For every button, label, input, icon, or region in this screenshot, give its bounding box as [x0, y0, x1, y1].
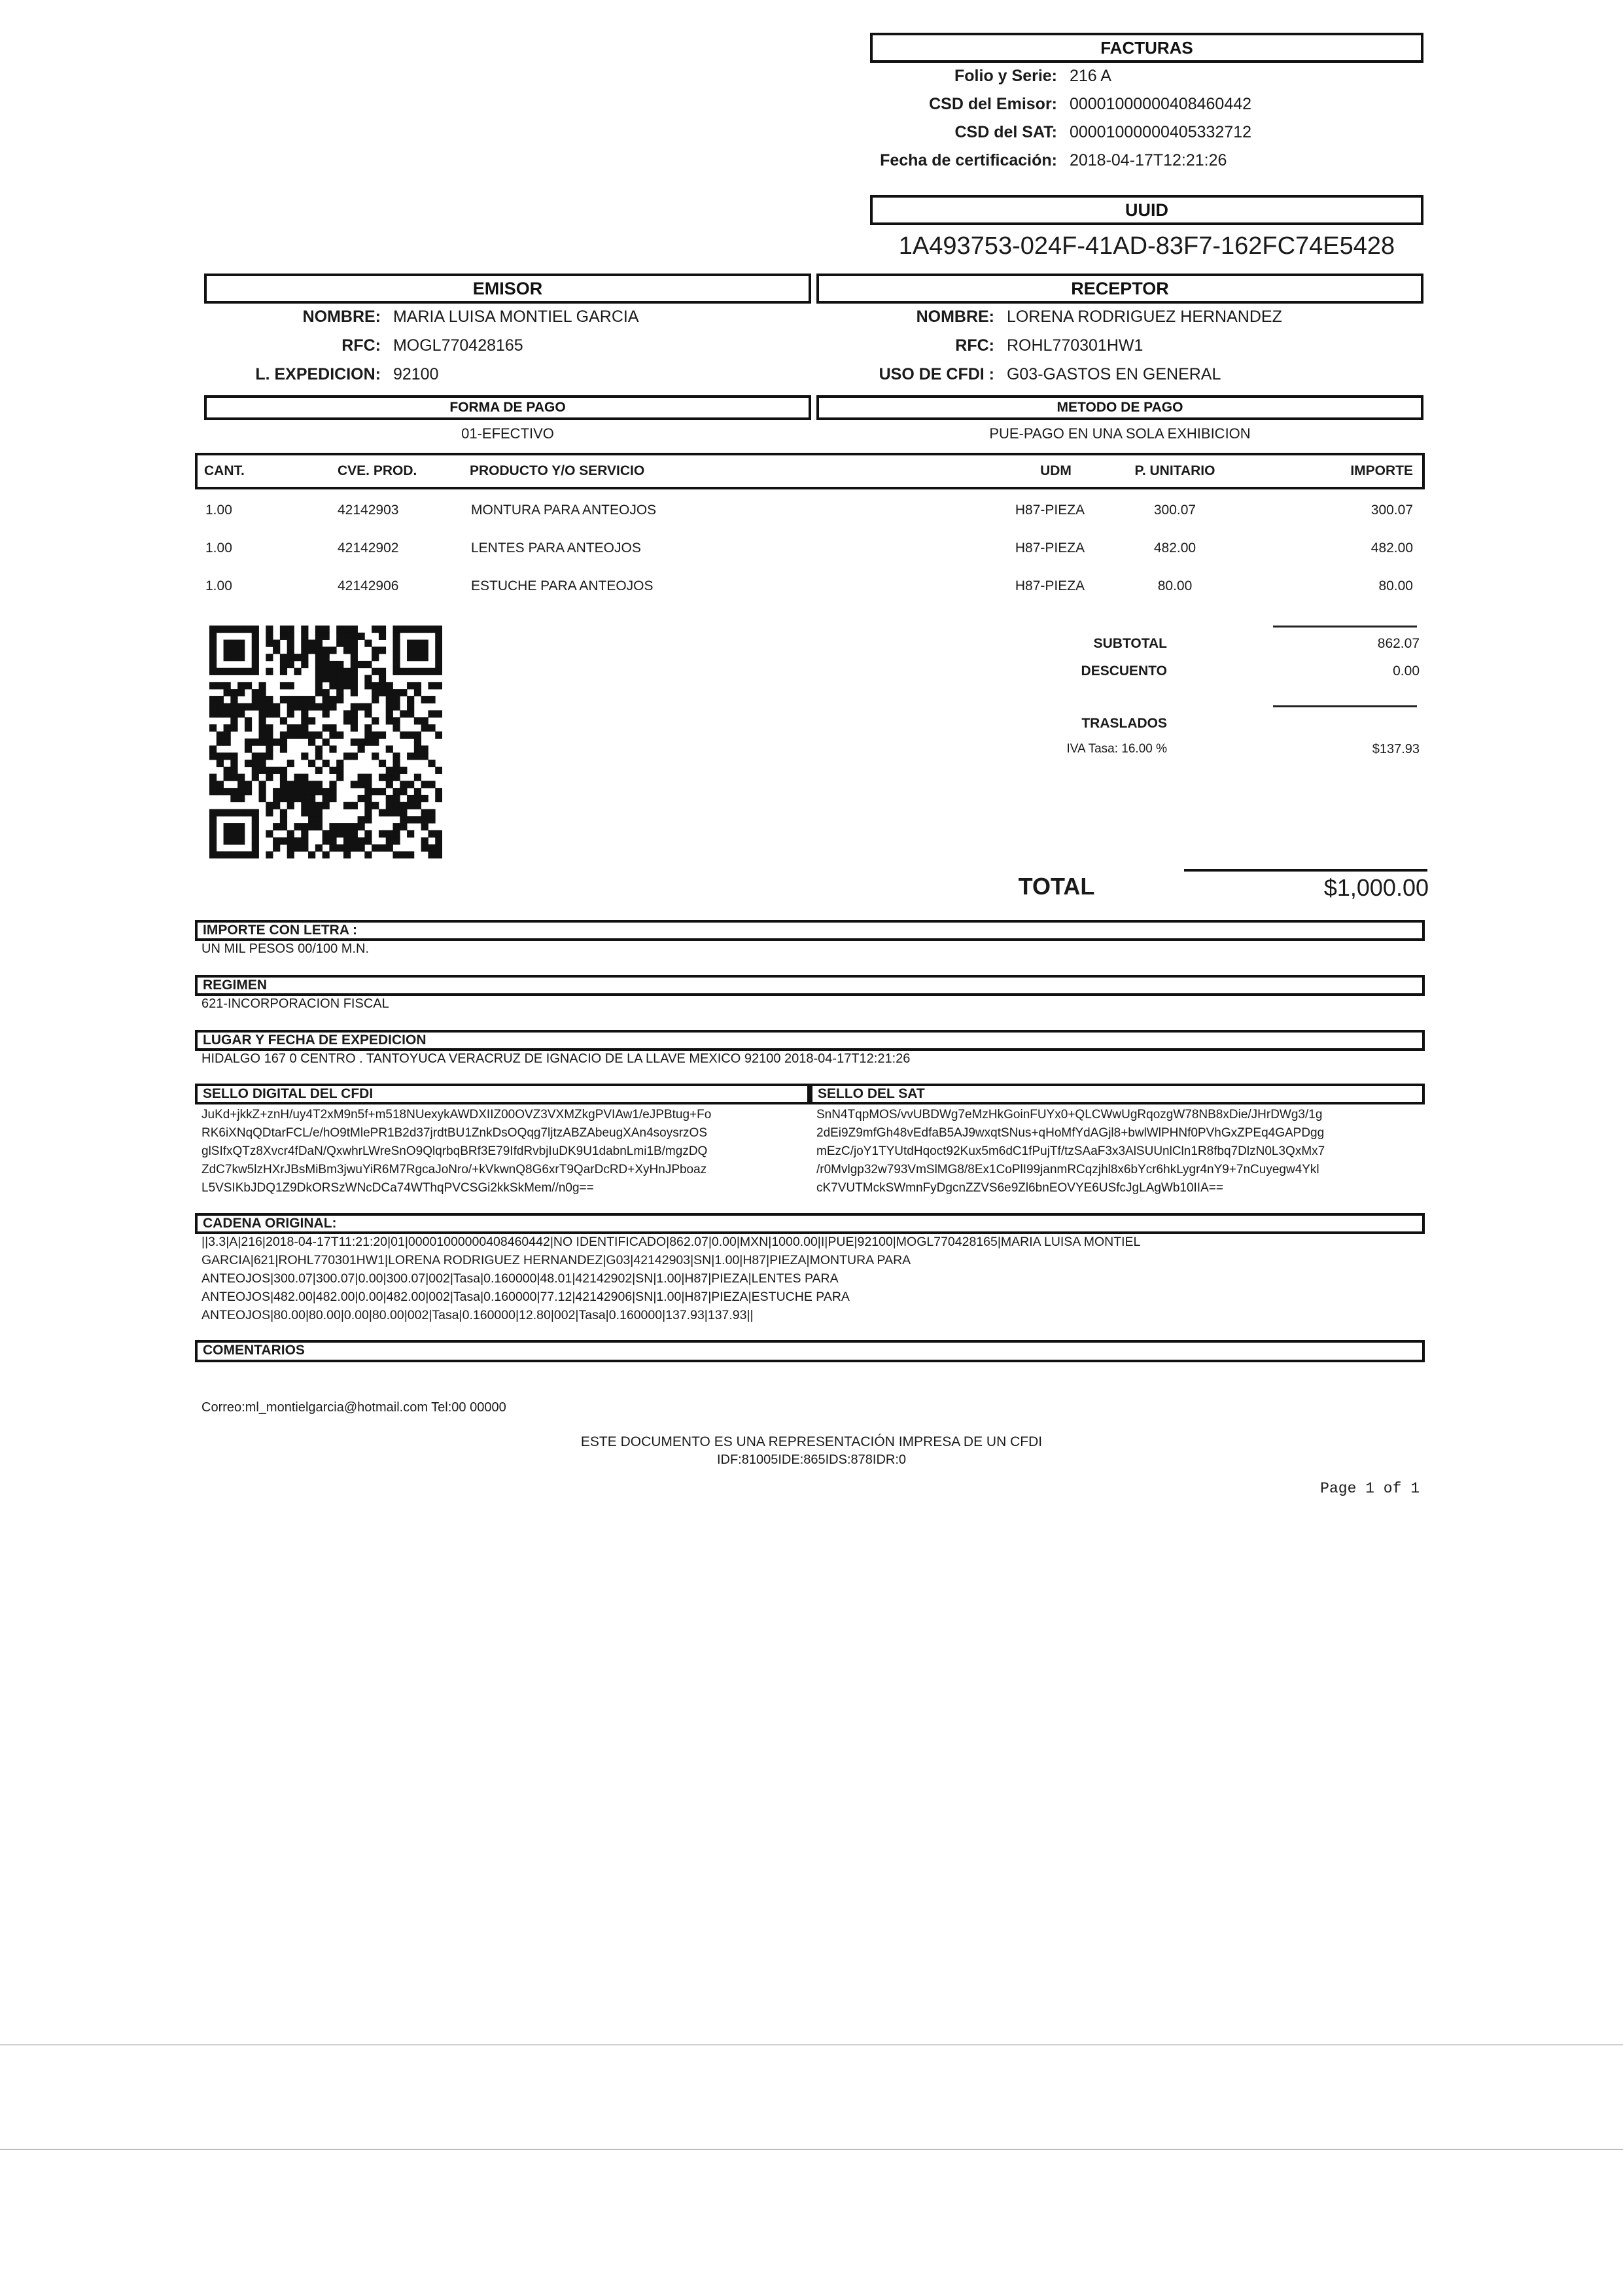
sello-cfdi-title: SELLO DIGITAL DEL CFDI	[195, 1084, 810, 1104]
sello-sat-text	[816, 1106, 1325, 1197]
regimen-title: REGIMEN	[195, 975, 1425, 996]
ids-text: IDF:81005IDE:865IDS:878IDR:0	[716, 1453, 907, 1467]
traslados-rule	[1273, 705, 1417, 707]
csd-emisor-row	[870, 95, 1251, 114]
cadena-line: ||3.3|A|216|2018-04-17T11:21:20|01|00001000000408460442|NO IDENTIFICADO|862.07|0.00|MXN|1000.00|I|PUE|92100|MOGL770428165|MARIA LUISA MONTIEL	[201, 1235, 1141, 1249]
emisor-nombre: MARIA LUISA MONTIEL GARCIA	[393, 308, 639, 326]
folio-label: Folio y Serie:	[954, 67, 1057, 85]
cell-producto: ESTUCHE PARA ANTEOJOS	[471, 578, 654, 593]
cell-udm: H87-PIEZA	[1015, 503, 1085, 518]
sello-cfdi-line: ZdC7kw5lzHXrJBsMiBm3jwuYiR6M7RgcaJoNro/+kVkwnQ8G6xrT9QarDcRD+XyHnJPboaz	[201, 1163, 707, 1176]
fecha-cert-label: Fecha de certificación:	[880, 151, 1057, 169]
col-importe: IMPORTE	[1350, 463, 1413, 478]
sello-cfdi-text	[201, 1106, 711, 1197]
cell-producto: LENTES PARA ANTEOJOS	[471, 540, 641, 556]
uuid-title: UUID	[870, 195, 1423, 225]
importe-letra-title: IMPORTE CON LETRA :	[195, 920, 1425, 941]
receptor-title: RECEPTOR	[816, 274, 1423, 304]
metodo-pago-value: PUE-PAGO EN UNA SOLA EXHIBICION	[989, 425, 1251, 442]
fecha-cert-row	[870, 151, 1227, 170]
sello-sat-line: SnN4TqpMOS/vvUBDWg7eMzHkGoinFUYx0+QLCWwUgRqozgW78NB8xDie/JHrDWg3/1g	[816, 1108, 1323, 1122]
emisor-rfc-label: RFC:	[341, 336, 381, 355]
csd-sat-label: CSD del SAT:	[954, 123, 1057, 141]
scan-line	[0, 2149, 1623, 2150]
scan-line	[0, 2044, 1623, 2045]
cell-importe: 300.07	[1370, 503, 1413, 518]
col-cant: CANT.	[204, 463, 245, 478]
contacto-text: Correo:ml_montielgarcia@hotmail.com Tel:00 00000	[201, 1400, 506, 1415]
sello-sat-line: /r0Mvlgp32w793VmSlMG8/8Ex1CoPlI99janmRCqzjhl8x6bYcr6hkLygr4nY9+7nCuyegw4Ykl	[816, 1163, 1319, 1176]
cell-importe: 482.00	[1370, 540, 1413, 556]
folio-value: 216 A	[1069, 67, 1111, 85]
cell-cant: 1.00	[205, 540, 232, 556]
cell-cve-prod: 42142906	[338, 578, 399, 593]
csd-emisor-value: 00001000000408460442	[1069, 95, 1252, 113]
descuento-value: 0.00	[1393, 663, 1420, 679]
sello-sat-line: cK7VUTMckSWmnFyDgcnZZVS6e9Zl6bnEOVYE6USfcJgLAgWb10IIA==	[816, 1181, 1223, 1195]
receptor-uso-label: USO DE CFDI :	[879, 365, 994, 383]
receptor-rfc: ROHL770301HW1	[1006, 336, 1143, 355]
sello-cfdi-line: JuKd+jkkZ+znH/uy4T2xM9n5f+m518NUexykAWDXIIZ00OVZ3VXMZkgPVIAw1/eJPBtug+Fo	[201, 1108, 712, 1122]
cell-cve-prod: 42142903	[338, 503, 399, 518]
forma-pago-value: 01-EFECTIVO	[461, 425, 554, 442]
emisor-title: EMISOR	[204, 274, 811, 304]
emisor-rfc: MOGL770428165	[393, 336, 523, 355]
cell-producto: MONTURA PARA ANTEOJOS	[471, 503, 657, 518]
subtotal-value: 862.07	[1377, 636, 1420, 651]
cadena-text	[201, 1233, 1140, 1324]
folio-row	[870, 67, 1111, 86]
total-label: TOTAL	[1018, 873, 1095, 900]
total-rule	[1184, 869, 1427, 872]
col-udm: UDM	[1040, 463, 1072, 478]
lugar-text: HIDALGO 167 0 CENTRO . TANTOYUCA VERACRUZ DE IGNACIO DE LA LLAVE MEXICO 92100 2018-04-17T12:21:26	[201, 1051, 911, 1066]
csd-sat-value: 00001000000405332712	[1069, 123, 1252, 141]
emisor-nombre-label: NOMBRE:	[302, 308, 381, 326]
cell-p-unitario: 482.00	[1153, 540, 1196, 556]
iva-label: IVA Tasa: 16.00 %	[1066, 742, 1167, 756]
traslados-label: TRASLADOS	[1081, 716, 1167, 731]
col-producto: PRODUCTO Y/O SERVICIO	[470, 463, 645, 478]
receptor-rfc-label: RFC:	[955, 336, 994, 355]
csd-sat-row	[870, 123, 1251, 142]
cadena-line: GARCIA|621|ROHL770301HW1|LORENA RODRIGUEZ HERNANDEZ|G03|42142903|SN|1.00|H87|PIEZA|MONTURA PARA	[201, 1253, 911, 1267]
emisor-expedicion: 92100	[393, 365, 439, 383]
cell-cant: 1.00	[205, 503, 232, 518]
cell-p-unitario: 300.07	[1153, 503, 1196, 518]
cell-udm: H87-PIEZA	[1015, 578, 1085, 593]
cadena-line: ANTEOJOS|482.00|482.00|0.00|482.00|002|Tasa|0.160000|77.12|42142906|SN|1.00|H87|PIEZA|ESTUCHE PARA	[201, 1290, 850, 1304]
page-number: Page 1 of 1	[1320, 1480, 1420, 1497]
iva-value: $137.93	[1372, 742, 1420, 756]
col-p-unitario: P. UNITARIO	[1134, 463, 1215, 478]
cell-cant: 1.00	[205, 578, 232, 593]
regimen-text: 621-INCORPORACION FISCAL	[201, 997, 389, 1011]
col-cve-prod: CVE. PROD.	[338, 463, 417, 478]
cell-cve-prod: 42142902	[338, 540, 399, 556]
cadena-line: ANTEOJOS|300.07|300.07|0.00|300.07|002|Tasa|0.160000|48.01|42142902|SN|1.00|H87|PIEZA|LENTES PARA	[201, 1271, 839, 1286]
importe-letra-text: UN MIL PESOS 00/100 M.N.	[201, 942, 370, 956]
sello-sat-title: SELLO DEL SAT	[810, 1084, 1425, 1104]
uuid-value: 1A493753-024F-41AD-83F7-162FC74E5428	[898, 232, 1395, 260]
sello-cfdi-line: RK6iXNqQDtarFCL/e/hO9tMlePR1B2d37jrdtBU1ZnkDsOQqg7ljtzABZAbeugXAn4soysrzOS	[201, 1126, 707, 1140]
cell-importe: 80.00	[1378, 578, 1413, 593]
receptor-nombre-label: NOMBRE:	[916, 308, 994, 326]
fecha-cert-value: 2018-04-17T12:21:26	[1069, 151, 1227, 169]
subtotal-rule	[1273, 626, 1417, 627]
emisor-expedicion-label: L. EXPEDICION:	[255, 365, 381, 383]
receptor-nombre: LORENA RODRIGUEZ HERNANDEZ	[1006, 308, 1282, 326]
comentarios-title: COMENTARIOS	[195, 1340, 1425, 1362]
lugar-title: LUGAR Y FECHA DE EXPEDICION	[195, 1030, 1425, 1051]
qr-code	[209, 626, 442, 858]
forma-pago-title: FORMA DE PAGO	[204, 395, 811, 420]
facturas-title: FACTURAS	[870, 33, 1423, 63]
subtotal-label: SUBTOTAL	[1093, 636, 1167, 651]
sello-cfdi-line: glSIfxQTz8Xvcr4fDaN/QxwhrLWreSnO9QlqrbqBRf3E79IfdRvbjIuDK9U1dabnLmi1B/mgzDQ	[201, 1144, 708, 1158]
cell-p-unitario: 80.00	[1157, 578, 1193, 593]
cadena-title: CADENA ORIGINAL:	[195, 1213, 1425, 1234]
cell-udm: H87-PIEZA	[1015, 540, 1085, 556]
sello-sat-line: mEzC/joY1TYUtdHqoct92Kux5m6dC1fPujTf/tzSAaF3x3AlSUUnlCln1R8fbq7DlzN0L3QxMx7	[816, 1144, 1325, 1158]
csd-emisor-label: CSD del Emisor:	[929, 95, 1057, 113]
receptor-uso: G03-GASTOS EN GENERAL	[1006, 365, 1221, 383]
cadena-line: ANTEOJOS|80.00|80.00|0.00|80.00|002|Tasa|0.160000|12.80|002|Tasa|0.160000|137.93|137.93||	[201, 1308, 754, 1322]
sello-cfdi-line: L5VSIKbJDQ1Z9DkORSzWNcDCa74WThqPVCSGi2kkSkMem//n0g==	[201, 1181, 594, 1195]
descuento-label: DESCUENTO	[1081, 663, 1167, 679]
qr-code-image	[209, 626, 442, 858]
leyenda-cfdi: ESTE DOCUMENTO ES UNA REPRESENTACIÓN IMPRESA DE UN CFDI	[580, 1434, 1043, 1449]
total-value: $1,000.00	[1323, 874, 1429, 901]
metodo-pago-title: METODO DE PAGO	[816, 395, 1423, 420]
sello-sat-line: 2dEi9Z9mfGh48vEdfaB5AJ9wxqtSNus+qHoMfYdAGjl8+bwlWlPHNf0PVhGxZPEq4GAPDgg	[816, 1126, 1325, 1140]
